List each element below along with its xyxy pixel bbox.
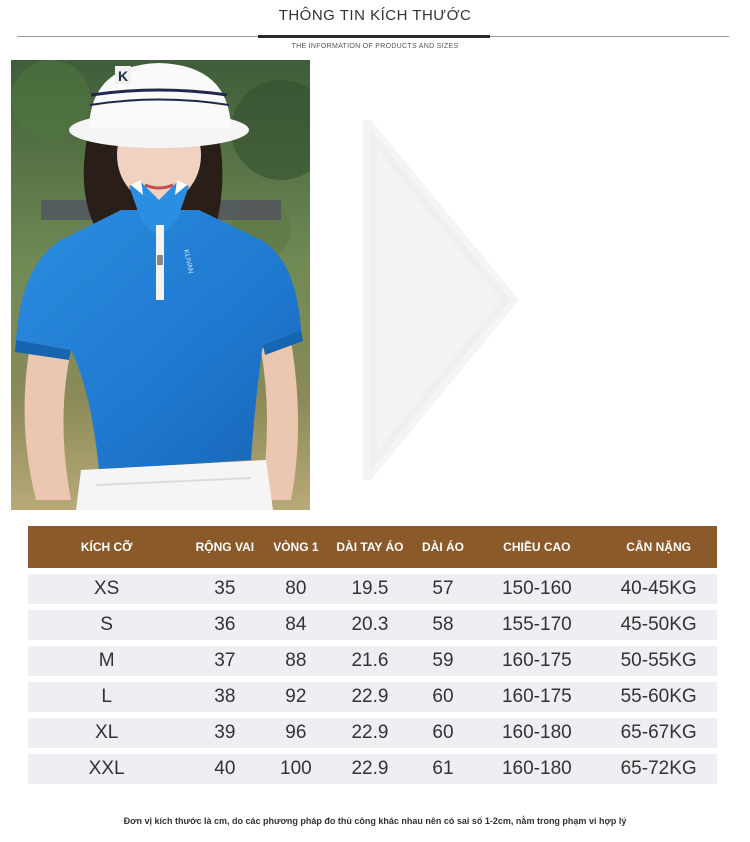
cell-weight: 45-50KG: [600, 610, 717, 640]
measurement-footnote: Đơn vị kích thước là cm, do các phương pháp đo thủ công khác nhau nên có sai số 1-2cm, nằm trong phạm vi hợp lý: [123, 816, 627, 826]
cell-shirt-length: 60: [413, 718, 474, 748]
col-header-height: CHIỀU CAO: [473, 526, 600, 568]
cell-weight: 65-67KG: [600, 718, 717, 748]
page-title: THÔNG TIN KÍCH THƯỚC: [278, 7, 472, 24]
cell-shirt-length: 61: [413, 754, 474, 784]
cell-height: 160-180: [473, 718, 600, 748]
cell-bust: 100: [264, 754, 327, 784]
shirt-print: KLIVAN: [182, 248, 194, 275]
cell-size: XL: [28, 718, 185, 748]
cell-height: 160-175: [473, 646, 600, 676]
cell-bust: 92: [264, 682, 327, 712]
cell-weight: 50-55KG: [600, 646, 717, 676]
col-header-sleeve-length: DÀI TAY ÁO: [327, 526, 412, 568]
cell-shoulder: 35: [185, 574, 264, 604]
table-row: [28, 682, 717, 712]
table-row: [28, 718, 717, 748]
col-header-bust: VÒNG 1: [264, 526, 327, 568]
col-header-shirt-length: DÀI ÁO: [413, 526, 474, 568]
cell-height: 155-170: [473, 610, 600, 640]
hat-logo: K: [118, 68, 129, 84]
cell-height: 160-175: [473, 682, 600, 712]
page-subtitle: THE INFORMATION OF PRODUCTS AND SIZES: [291, 43, 459, 50]
cell-size: M: [28, 646, 185, 676]
size-chart-table: [28, 520, 717, 790]
cell-shirt-length: 60: [413, 682, 474, 712]
table-row: [28, 646, 717, 676]
cell-bust: 80: [264, 574, 327, 604]
cell-weight: 65-72KG: [600, 754, 717, 784]
cell-sleeve-length: 20.3: [327, 610, 412, 640]
cell-bust: 88: [264, 646, 327, 676]
col-header-size: KÍCH CỠ: [28, 526, 185, 568]
cell-height: 150-160: [473, 574, 600, 604]
title-accent-bar: [258, 35, 490, 38]
table-header-row: [28, 526, 717, 568]
cell-shirt-length: 57: [413, 574, 474, 604]
cell-sleeve-length: 21.6: [327, 646, 412, 676]
cell-sleeve-length: 22.9: [327, 718, 412, 748]
cell-sleeve-length: 19.5: [327, 574, 412, 604]
col-header-shoulder: RỘNG VAI: [185, 526, 264, 568]
cell-shoulder: 36: [185, 610, 264, 640]
cell-sleeve-length: 22.9: [327, 682, 412, 712]
col-header-weight: CÂN NẶNG: [600, 526, 717, 568]
cell-size: L: [28, 682, 185, 712]
cell-height: 160-180: [473, 754, 600, 784]
cell-shirt-length: 59: [413, 646, 474, 676]
cell-shoulder: 37: [185, 646, 264, 676]
cell-shoulder: 40: [185, 754, 264, 784]
cell-shoulder: 38: [185, 682, 264, 712]
cell-size: XS: [28, 574, 185, 604]
table-row: [28, 574, 717, 604]
product-photo: [11, 60, 310, 510]
cell-size: XXL: [28, 754, 185, 784]
table-row: [28, 610, 717, 640]
cell-weight: 40-45KG: [600, 574, 717, 604]
faint-arrow-watermark: [360, 120, 520, 480]
cell-shirt-length: 58: [413, 610, 474, 640]
table-row: [28, 754, 717, 784]
cell-shoulder: 39: [185, 718, 264, 748]
cell-bust: 96: [264, 718, 327, 748]
cell-size: S: [28, 610, 185, 640]
cell-sleeve-length: 22.9: [327, 754, 412, 784]
cell-weight: 55-60KG: [600, 682, 717, 712]
cell-bust: 84: [264, 610, 327, 640]
